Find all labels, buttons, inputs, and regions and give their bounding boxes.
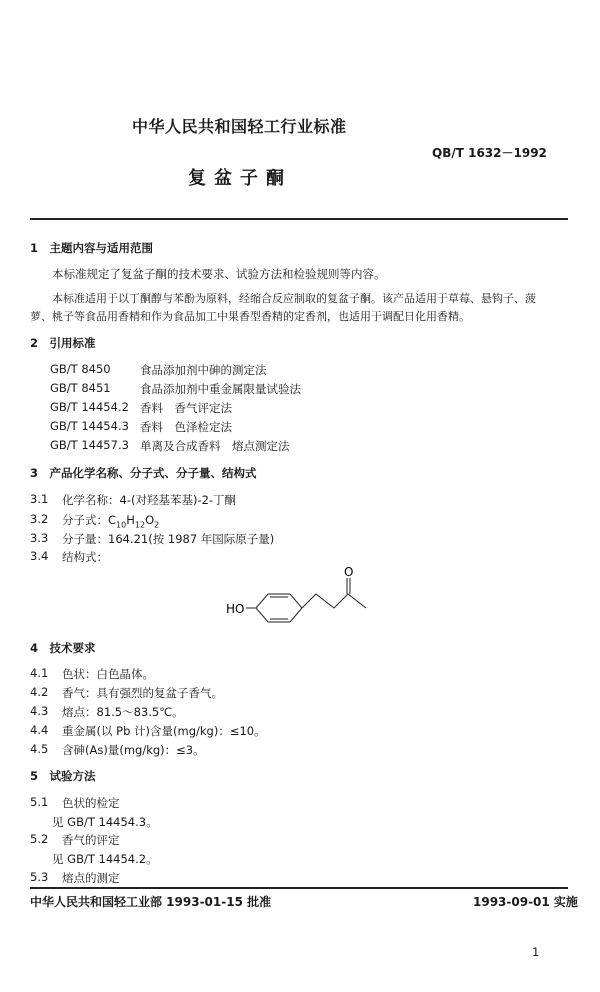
requirement-odor: 香气：具有强烈的复盆子香气。 bbox=[62, 686, 223, 700]
ref-code: GB/T 14457.3 bbox=[50, 438, 129, 452]
ref-title: 香料 色泽检定法 bbox=[140, 420, 232, 434]
formula-sub-c: 10 bbox=[116, 520, 127, 530]
formula-prefix: 分子式：C bbox=[62, 513, 117, 527]
item-number: 4.3 bbox=[30, 704, 49, 718]
item-number: 4.4 bbox=[30, 723, 49, 737]
page-number: 1 bbox=[532, 945, 540, 959]
formula-o: O bbox=[145, 513, 155, 527]
chemical-name: 化学名称：4-(对羟基苯基)-2-丁酮 bbox=[62, 493, 237, 507]
structure-label: 结构式： bbox=[62, 550, 108, 564]
test-appearance-reference: 见 GB/T 14454.3。 bbox=[52, 815, 158, 829]
ref-title: 食品添加剂中重金属限量试验法 bbox=[140, 382, 301, 396]
molecular-weight: 分子量：164.21(按 1987 年国际原子量) bbox=[62, 532, 275, 546]
section-1-paragraph-2-line-2: 萝、桃子等食品用香精和作为食品加工中果香型香精的定香剂，也适用于调配日化用香精。 bbox=[30, 310, 470, 323]
formula-h: H bbox=[126, 513, 135, 527]
section-1-heading: 1 主题内容与适用范围 bbox=[30, 241, 154, 255]
item-number: 5.1 bbox=[30, 795, 49, 809]
approval-line: 中华人民共和国轻工业部 1993-01-15 批准 bbox=[30, 895, 272, 909]
requirement-heavy-metals: 重金属(以 Pb 计)含量(mg/kg)：≤10。 bbox=[62, 724, 266, 738]
ref-code: GB/T 14454.2 bbox=[50, 400, 129, 414]
test-odor-heading: 香气的评定 bbox=[62, 833, 120, 847]
item-number: 3.1 bbox=[30, 492, 49, 506]
effective-date: 1993-09-01 实施 bbox=[473, 895, 578, 909]
ref-code: GB/T 8450 bbox=[50, 362, 111, 376]
structural-formula-diagram bbox=[220, 560, 420, 630]
item-number: 3.3 bbox=[30, 531, 49, 545]
butanone-chain bbox=[302, 594, 366, 608]
section-1-paragraph-2-line-1: 本标准适用于以丁酮醇与苯酚为原料，经缩合反应制取的复盆子酮。该产品适用于草莓、悬钩子、菠 bbox=[52, 292, 536, 305]
formula-sub-o: 2 bbox=[154, 520, 160, 530]
section-4-heading: 4 技术要求 bbox=[30, 641, 96, 655]
item-number: 5.2 bbox=[30, 832, 49, 846]
section-3-heading: 3 产品化学名称、分子式、分子量、结构式 bbox=[30, 466, 257, 480]
document-title: 复盆子酮 bbox=[188, 168, 292, 189]
item-number: 4.1 bbox=[30, 666, 49, 680]
test-appearance-heading: 色状的检定 bbox=[62, 796, 120, 810]
requirement-appearance: 色状：白色晶体。 bbox=[62, 667, 154, 681]
section-5-heading: 5 试验方法 bbox=[30, 769, 96, 783]
ref-title: 单离及合成香料 熔点测定法 bbox=[140, 439, 290, 453]
issuing-org-title: 中华人民共和国轻工行业标准 bbox=[132, 117, 347, 136]
ref-title: 食品添加剂中砷的测定法 bbox=[140, 363, 267, 377]
section-2-heading: 2 引用标准 bbox=[30, 336, 96, 350]
molecular-formula bbox=[62, 512, 159, 529]
footer-divider bbox=[30, 887, 568, 889]
item-number: 3.4 bbox=[30, 549, 49, 563]
item-number: 3.2 bbox=[30, 512, 49, 526]
item-number: 5.3 bbox=[30, 870, 49, 884]
ref-code: GB/T 14454.3 bbox=[50, 419, 129, 433]
ref-code: GB/T 8451 bbox=[50, 381, 111, 395]
carbonyl-oxygen-label: O bbox=[344, 565, 354, 579]
ref-title: 香料 香气评定法 bbox=[140, 401, 232, 415]
section-1-paragraph-1: 本标准规定了复盆子酮的技术要求、试验方法和检验规则等内容。 bbox=[52, 267, 386, 281]
requirement-arsenic: 含砷(As)量(mg/kg)：≤3。 bbox=[62, 743, 205, 757]
item-number: 4.2 bbox=[30, 685, 49, 699]
standard-number: QB/T 1632－1992 bbox=[432, 146, 547, 160]
header-divider bbox=[30, 218, 568, 220]
requirement-melting-point: 熔点：81.5～83.5℃。 bbox=[62, 705, 184, 719]
formula-sub-h: 12 bbox=[134, 520, 146, 530]
test-odor-reference: 见 GB/T 14454.2。 bbox=[52, 852, 158, 866]
item-number: 4.5 bbox=[30, 742, 49, 756]
hydroxyl-label: HO bbox=[226, 602, 245, 616]
test-melting-point-heading: 熔点的测定 bbox=[62, 871, 120, 885]
benzene-ring bbox=[256, 594, 302, 622]
